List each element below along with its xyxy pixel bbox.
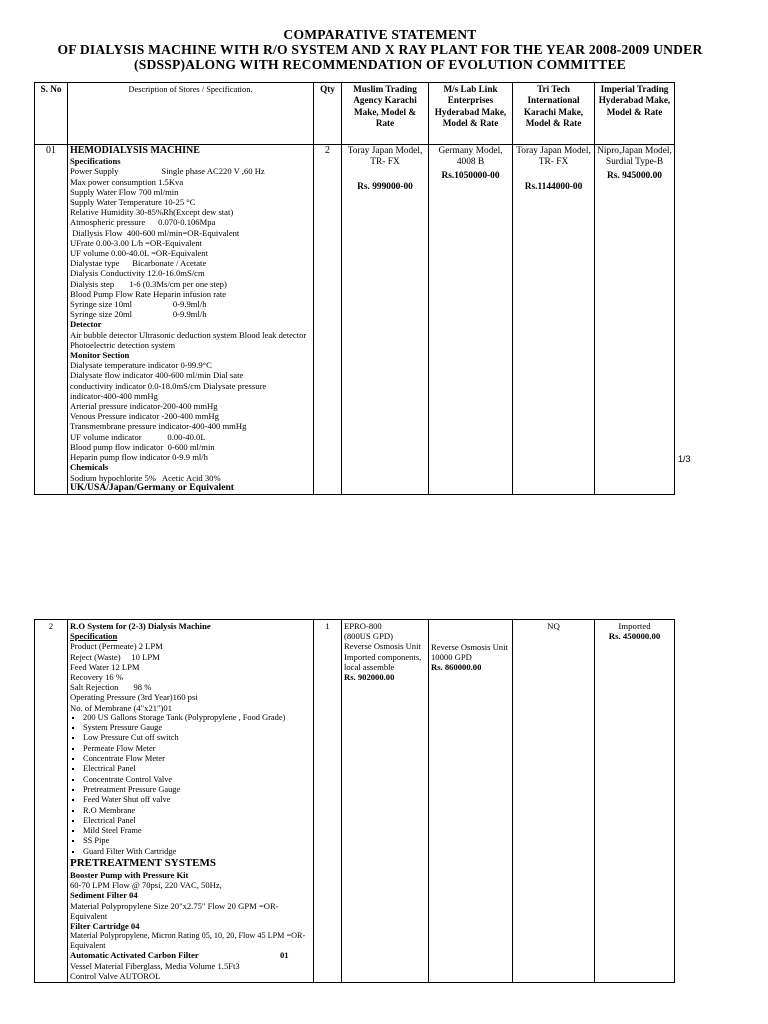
- row-qty: 1: [314, 620, 342, 983]
- list-item: ▪ Feed Water Shut off valve: [83, 795, 311, 805]
- document-title-line-1: COMPARATIVE STATEMENT: [283, 27, 477, 42]
- vendor-line: 10000 GPD: [431, 652, 472, 663]
- table-row: [35, 620, 675, 983]
- vendor-line: Reverse Osmosis Unit: [431, 642, 508, 652]
- header-vendor-muslim-trading: Muslim Trading Agency Karachi Make, Model & Rate: [342, 83, 429, 145]
- table-header-row: [35, 83, 675, 145]
- monitor-line: Dialysate flow indicator 400-600 ml/min Dial sate: [70, 370, 244, 381]
- spec-line: Syringe size 20ml 0-9.9ml/h: [70, 309, 207, 320]
- monitor-line: conductivity indicator 0.0-18.0mS/cm Dialysate pressure: [70, 380, 267, 391]
- spec-line: Supply Water Flow 700 ml/min: [70, 186, 179, 197]
- row-qty: 2: [314, 145, 342, 495]
- header-vendor-lab-link: M/s Lab Link Enterprises Hyderabad Make, Model & Rate: [429, 83, 513, 145]
- item-title: HEMODIALYSIS MACHINE: [70, 145, 200, 156]
- sediment-text: Material Polypropylene Size 20"x2.75" Flow 20 GPM =OR-Equivalent: [70, 900, 279, 921]
- vendor-imperial-trading-offer: [595, 145, 675, 495]
- spec-line: Diallysis Flow 400-600 ml/min=OR-Equivalent: [70, 227, 240, 238]
- spec-line: Dialysis step 1-6 (0.3Ms/cm per one step): [70, 278, 227, 289]
- list-item: ▪ 200 US Gallons Storage Tank (Polypropylene , Food Grade): [83, 713, 311, 723]
- vendor-muslim-trading-offer: [342, 620, 429, 983]
- spec-line: No. of Membrane (4"x21")01: [70, 702, 173, 713]
- list-item: ▪ Permeate Flow Meter: [83, 744, 311, 754]
- spec-line: UFrate 0.00-3.00 L/h =OR-Equivalent: [70, 237, 203, 248]
- vendor-tri-tech-offer: [513, 145, 595, 495]
- spec-line: Syringe size 10ml 0-9.9ml/h: [70, 299, 207, 310]
- vendor-line: Imported components, local assemble: [344, 651, 422, 672]
- page-marker: 1/3: [678, 454, 691, 464]
- vendor-muslim-trading-offer: [342, 145, 429, 495]
- spec-line: Power Supply Single phase AC220 V ,60 Hz: [70, 166, 265, 177]
- spec-line: Blood Pump Flow Rate Heparin infusion rate: [70, 288, 227, 299]
- vendor-line: (800US GPD): [344, 631, 393, 642]
- header-vendor-tri-tech: Tri Tech International Karachi Make, Model & Rate: [513, 83, 595, 145]
- vendor-tri-tech-offer: [513, 620, 595, 983]
- component-list: [70, 713, 311, 857]
- vendor-model: Toray Japan Model, TR- FX: [516, 146, 591, 167]
- cartridge-text: Material Polypropylene, Micron Rating 05, 10, 20, Flow 45 LPM =OR-Equivalent: [70, 931, 306, 950]
- chemicals-heading: Chemicals: [70, 462, 109, 473]
- specifications-heading: Specifications: [70, 156, 121, 167]
- spec-line: Relative Humidity 30-85%Rh(Except dew stat): [70, 207, 234, 218]
- vendor-line: Reverse Osmosis Unit: [344, 641, 421, 652]
- spec-line: Dialystae type Bicarbonate / Acetate: [70, 258, 207, 269]
- vendor-model: Nipro,Japan Model, Surdial Type-B: [597, 146, 672, 167]
- monitor-line: Blood pump flow indicator 0-600 ml/min: [70, 441, 215, 452]
- vendor-rate: Rs. 999000-00: [357, 182, 413, 192]
- header-description: Description of Stores / Specification.: [68, 83, 314, 145]
- row-description: [68, 620, 314, 983]
- monitor-line: Dialysate temperature indicator 0-99.9°C: [70, 360, 212, 371]
- spec-line: Max power consumption 1.5Kva: [70, 176, 184, 187]
- carbon-filter-qty: 01: [280, 950, 289, 961]
- pretreatment-heading: PRETREATMENT SYSTEMS: [70, 856, 216, 869]
- table-row: [35, 145, 675, 495]
- vendor-rate: Rs. 945000.00: [607, 171, 662, 181]
- sediment-heading: Sediment Filter 04: [70, 890, 138, 901]
- spec-line: Supply Water Temperature 10-25 °C: [70, 197, 196, 208]
- spec-line: Product (Permeate) 2 LPM: [70, 641, 163, 652]
- list-item: ▪ Concentrate Control Valve: [83, 775, 311, 785]
- list-item: ▪ System Pressure Gauge: [83, 723, 311, 733]
- booster-text: 60-70 LPM Flow @ 70psi, 220 VAC, 50Hz,: [70, 880, 222, 891]
- row-description: [68, 145, 314, 495]
- list-item: ▪ SS Pipe: [83, 836, 311, 846]
- header-vendor-imperial-trading: Imperial Trading Hyderabad Make, Model & Rate: [595, 83, 675, 145]
- monitor-line: UF volume indicator 0.00-40.0L: [70, 431, 206, 442]
- vendor-line: Imported: [618, 621, 651, 631]
- vendor-model: Germany Model, 4008 B: [438, 146, 503, 167]
- monitor-line: Heparin pump flow indicator 0-9.9 ml/h: [70, 452, 208, 463]
- list-item: ▪ Mild Steel Frame: [83, 826, 311, 836]
- carbon-filter-text: Control Valve AUTOROL: [70, 970, 161, 981]
- spec-line: Operating Pressure (3rd Year)160 psi: [70, 692, 198, 703]
- vendor-rate: Rs. 450000.00: [608, 631, 661, 642]
- comparative-table-1: [34, 82, 675, 495]
- spec-line: Atmospheric pressure 0.070-0.106Mpa: [70, 217, 216, 228]
- vendor-lab-link-offer: [429, 620, 513, 983]
- list-item: ▪ Low Pressure Cut off switch: [83, 733, 311, 743]
- spec-line: Feed Water 12 LPM: [70, 661, 140, 672]
- vendor-rate: Rs. 860000.00: [431, 662, 482, 673]
- list-item: ▪ R.O Membrane: [83, 806, 311, 816]
- vendor-rate: Rs.1050000-00: [441, 171, 500, 181]
- spec-line: Recovery 16 %: [70, 672, 123, 683]
- list-item: ▪ Guard Filter With Cartridge: [83, 847, 311, 857]
- row-sno: 2: [35, 620, 68, 983]
- vendor-rate: Rs.1144000-00: [524, 182, 583, 192]
- document-title-line-2: OF DIALYSIS MACHINE WITH R/O SYSTEM AND X RAY PLANT FOR THE YEAR 2008-2009 UNDER: [57, 42, 703, 57]
- vendor-imperial-trading-offer: [595, 620, 675, 983]
- spec-line: Salt Rejection 98 %: [70, 682, 152, 693]
- comparative-table-2: [34, 619, 675, 983]
- monitor-line: Venous Pressure indicator -200-400 mmHg: [70, 411, 219, 422]
- carbon-filter-heading: Automatic Activated Carbon Filter: [70, 950, 199, 961]
- origin-text: UK/USA/Japan/Germany or Equivalent: [70, 481, 235, 493]
- monitor-line: Transmembrane pressure indicator-400-400 mmHg: [70, 421, 247, 432]
- item-title: R.O System for (2-3) Dialysis Machine: [70, 621, 211, 631]
- vendor-line: EPRO-800: [344, 621, 382, 631]
- cartridge-heading: Filter Cartridge 04: [70, 921, 140, 931]
- list-item: ▪ Pretreatment Pressure Gauge: [83, 785, 311, 795]
- spec-line: Reject (Waste) 10 LPM: [70, 651, 160, 662]
- list-item: ▪ Electrical Panel: [83, 816, 311, 826]
- carbon-filter-row: [70, 950, 311, 960]
- vendor-lab-link-offer: [429, 145, 513, 495]
- row-sno: 01: [35, 145, 68, 495]
- detector-heading: Detector: [70, 319, 102, 330]
- chemicals-text: Sodium hypochlorite 5% Acetic Acid 30%: [70, 472, 221, 483]
- monitor-heading: Monitor Section: [70, 350, 130, 361]
- vendor-rate: Rs. 902000.00: [344, 672, 395, 683]
- specification-heading: Specification: [70, 631, 118, 642]
- monitor-line: indicator-400-400 mmHg: [70, 390, 158, 401]
- list-item: ▪ Concentrate Flow Meter: [83, 754, 311, 764]
- monitor-line: Arterial pressure indicator-200-400 mmHg: [70, 401, 218, 412]
- list-item: ▪ Electrical Panel: [83, 764, 311, 774]
- detector-text: Air bubble detector Ultrasonic deduction system Blood leak detector Photoelectric detection system: [70, 329, 307, 350]
- booster-heading: Booster Pump with Pressure Kit: [70, 869, 189, 880]
- spec-line: Dialysis Conductivity 12.0-16.0mS/cm: [70, 268, 205, 279]
- header-qty: Qty: [314, 83, 342, 145]
- vendor-model: Toray Japan Model, TR- FX: [347, 146, 423, 167]
- vendor-not-quoted: NQ: [547, 621, 560, 631]
- spec-line: UF volume 0.00-40.0L =OR-Equivalent: [70, 248, 208, 259]
- carbon-filter-text: Vessel Material Fiberglass, Media Volume 1.5Ft3: [70, 960, 240, 971]
- document-title-line-3: (SDSSP)ALONG WITH RECOMMENDATION OF EVOLUTION COMMITTEE: [134, 57, 626, 72]
- header-sno: S. No: [35, 83, 68, 145]
